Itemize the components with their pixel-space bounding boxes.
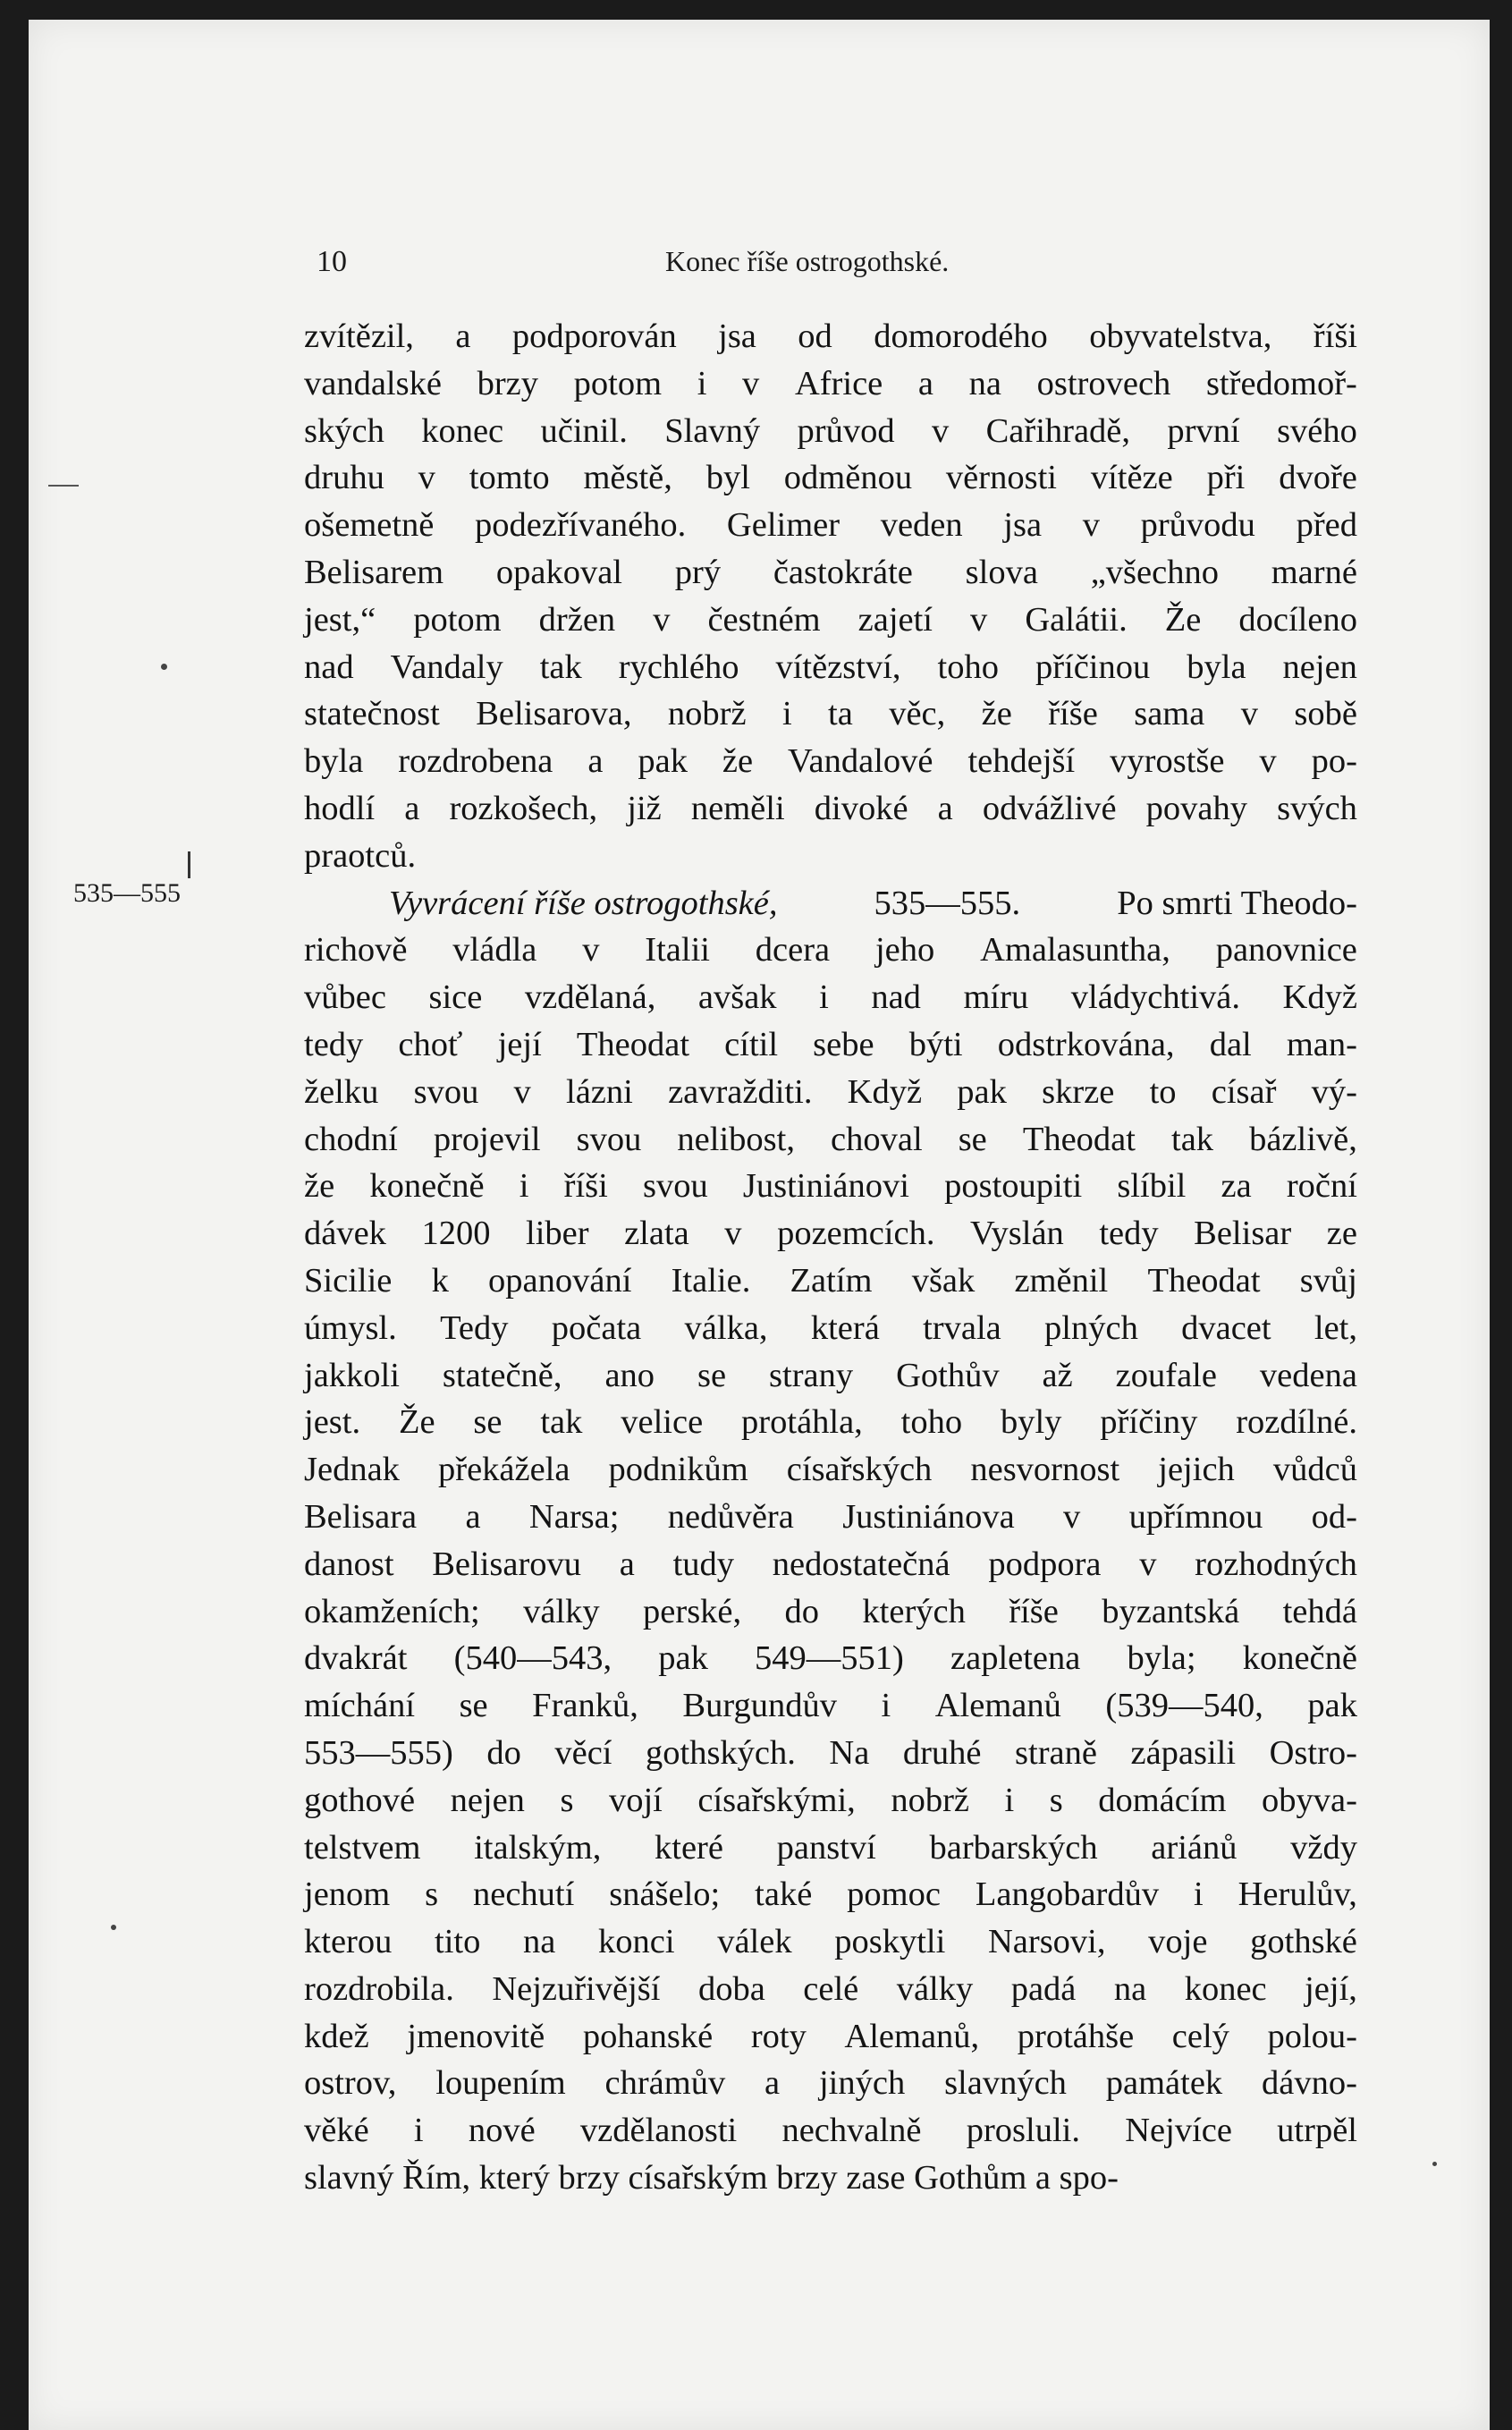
text-line: nad Vandaly tak rychlého vítězství, toho příčinou byla nejen	[304, 648, 1357, 686]
text-line: slavný Řím, který brzy císařským brzy zase Gothům a spo-	[304, 2159, 1119, 2197]
scan-speck	[1432, 2162, 1437, 2166]
text-line: jest. Že se tak velice protáhla, toho byly příčiny rozdílné.	[304, 1403, 1357, 1442]
section-dates: 535—555.	[874, 884, 1021, 922]
text-line: Belisara a Narsa; nedůvěra Justiniánova v upřímnou od-	[304, 1497, 1357, 1536]
text-line: želku svou v lázni zavražditi. Když pak skrze to císař vý-	[304, 1072, 1357, 1111]
scan-speck	[161, 664, 167, 670]
text-line: jakkoli statečně, ano se strany Gothův až zoufale vedena	[304, 1356, 1357, 1394]
scanned-page	[29, 20, 1490, 2430]
text-line: jest,“ potom držen v čestném zajetí v Galátii. Že docíleno	[304, 600, 1357, 639]
paragraph-2	[304, 927, 1357, 2202]
text-line: chodní projevil svou nelibost, choval se Theodat tak bázlivě,	[304, 1120, 1357, 1158]
text-line: kdež jmenovitě pohanské roty Alemanů, protáhše celý polou-	[304, 2017, 1357, 2055]
text-line: vandalské brzy potom i v Africe a na ostrovech středomoř-	[304, 364, 1357, 402]
paragraph-mark	[188, 851, 190, 878]
text-line: Jednak překážela podnikům císařských nesvornost jejich vůdců	[304, 1451, 1357, 1489]
text-line: danost Belisarovu a tudy nedostatečná podpora v rozhodných	[304, 1545, 1357, 1583]
page-header	[29, 245, 1490, 281]
text-line: ostrov, loupením chrámův a jiných slavných památek dávno-	[304, 2064, 1357, 2103]
text-line: že konečně i říši svou Justiniánovi postoupiti slíbil za roční	[304, 1167, 1357, 1206]
text-line: byla rozdrobena a pak že Vandalové tehdejší vyrostše v po-	[304, 742, 1357, 781]
running-title: Konec říše ostrogothské.	[665, 245, 950, 277]
text-line: praotců.	[304, 836, 417, 875]
text-line: ošemetně podezřívaného. Gelimer veden jsa v průvodu před	[304, 506, 1357, 545]
text-line: zvítězil, a podporován jsa od domorodého obyvatelstva, říši	[304, 318, 1357, 355]
paragraph-1	[304, 313, 1357, 880]
page-number: 10	[317, 245, 347, 278]
text-line: úmysl. Tedy počata válka, která trvala plných dvacet let,	[304, 1308, 1357, 1347]
text-line: Belisarem opakoval prý častokráte slova „všechno marné	[304, 553, 1357, 591]
text-line: kterou tito na konci válek poskytli Narsovi, voje gothské	[304, 1923, 1357, 1961]
section-heading: Vyvrácení říše ostrogothské,	[389, 884, 778, 922]
paragraph-2-first-line	[304, 880, 1357, 927]
text-line: statečnost Belisarova, nobrž i ta věc, že říše sama v sobě	[304, 695, 1357, 733]
text-line: druhu v tomto městě, byl odměnou věrnosti vítěze při dvoře	[304, 459, 1357, 497]
body-text	[304, 313, 1357, 2202]
text-line: gothové nejen s vojí císařskými, nobrž i s domácím obyva-	[304, 1781, 1357, 1819]
text-line: věké i nové vzdělanosti nechvalně prosluli. Nejvíce utrpěl	[304, 2112, 1357, 2150]
text-line: richově vládla v Italii dcera jeho Amalasuntha, panovnice	[304, 931, 1357, 969]
text-line: Sicilie k opanování Italie. Zatím však změnil Theodat svůj	[304, 1261, 1357, 1300]
text-line: jenom s nechutí snášelo; také pomoc Langobardův i Herulův,	[304, 1875, 1357, 1914]
first-line-rest: Po smrti Theodo-	[1117, 884, 1357, 922]
text-line: tedy choť její Theodat cítil sebe býti odstrkována, dal man-	[304, 1025, 1357, 1063]
text-line: dvakrát (540—543, pak 549—551) zapletena byla; konečně	[304, 1639, 1357, 1678]
scan-edge-mark	[48, 485, 79, 487]
text-line: vůbec sice vzdělaná, avšak i nad míru vládychtivá. Když	[304, 978, 1357, 1017]
text-line: telstvem italským, které panství barbarských ariánů vždy	[304, 1828, 1357, 1867]
margin-date-note: 535—555	[73, 878, 181, 908]
text-line: dávek 1200 liber zlata v pozemcích. Vyslán tedy Belisar ze	[304, 1215, 1357, 1253]
text-line: 553—555) do věcí gothských. Na druhé straně zápasili Ostro-	[304, 1733, 1357, 1772]
text-line: ských konec učinil. Slavný průvod v Cařihradě, první svého	[304, 411, 1357, 450]
text-line: rozdrobila. Nejzuřivější doba celé války padá na konec její,	[304, 1969, 1357, 2008]
scan-speck	[111, 1925, 116, 1930]
text-line: míchání se Franků, Burgundův i Alemanů (539—540, pak	[304, 1687, 1357, 1725]
text-line: hodlí a rozkošech, již neměli divoké a odvážlivé povahy svých	[304, 789, 1357, 827]
text-line: okamženích; války perské, do kterých říše byzantská tehdá	[304, 1592, 1357, 1630]
